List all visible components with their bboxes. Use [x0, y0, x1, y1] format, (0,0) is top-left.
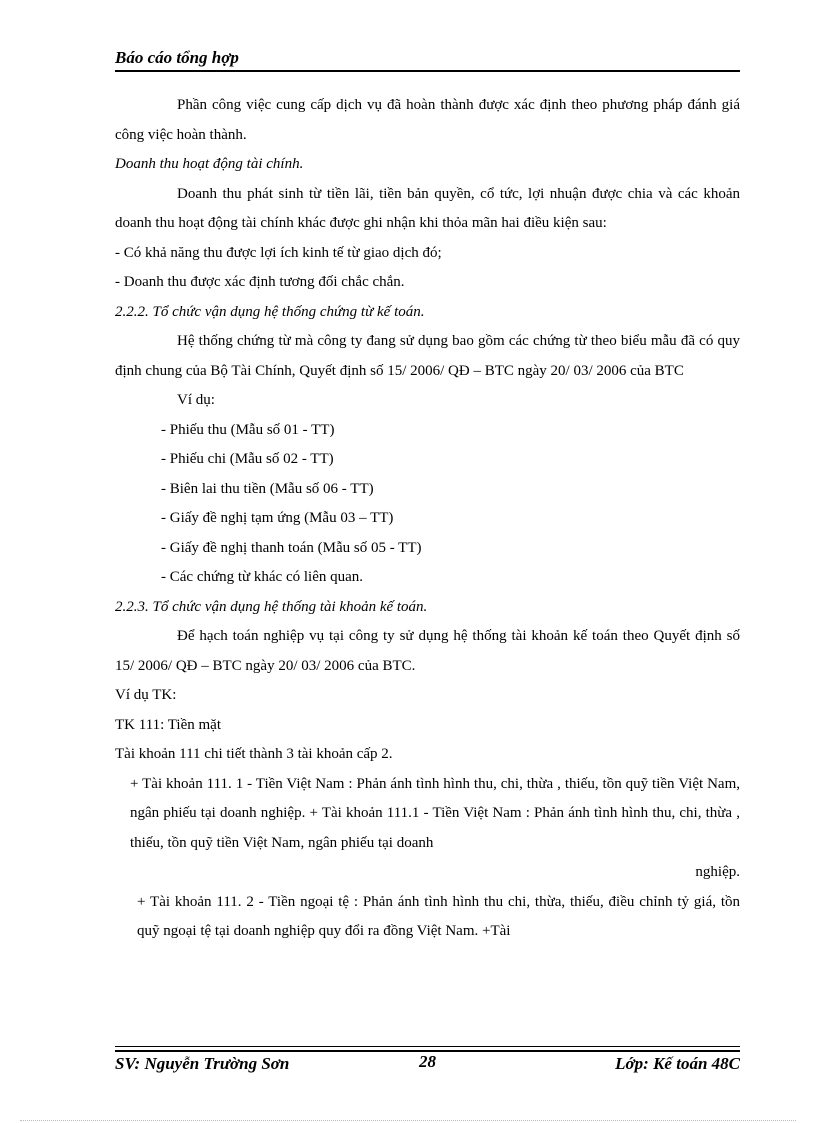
example-account-label: Ví dụ TK:	[115, 687, 177, 703]
student-name: SV: Nguyễn Trường Sơn	[115, 1054, 290, 1073]
footer-divider	[115, 1046, 740, 1047]
list-item: - Giấy đề nghị thanh toán (Mẫu số 05 - TT)	[161, 539, 422, 556]
page-edge-divider	[20, 1120, 796, 1121]
list-item: - Phiếu thu (Mẫu số 01 - TT)	[161, 421, 335, 438]
account-111-detail: Tài khoản 111 chi tiết thành 3 tài khoản cấp 2.	[115, 746, 393, 762]
section-heading-2-2-2: 2.2.2. Tổ chức vận dụng hệ thống chứng từ kế toán.	[115, 303, 425, 320]
list-item: - Giấy đề nghị tạm ứng (Mẫu 03 – TT)	[161, 510, 394, 526]
document-body	[115, 91, 740, 947]
paragraph-3: Hệ thống chứng từ mà công ty đang sử dụng bao gồm các chứng từ theo biểu mẫu đã có quy định chung của Bộ Tài Chính, Quyết định số 15/ 2006/ QĐ – BTC ngày 20/ 03/ 2006 của BTC	[115, 333, 740, 379]
account-111: TK 111: Tiền mặt	[115, 716, 221, 733]
class-name: Lớp: Kế toán 48C	[615, 1054, 740, 1073]
subheading-financial-revenue: Doanh thu hoạt động tài chính.	[115, 156, 304, 172]
condition-2: - Doanh thu được xác định tương đối chắc chắn.	[115, 274, 405, 290]
page-header-title: Báo cáo tổng hợp	[115, 48, 740, 72]
section-heading-2-2-3: 2.2.3. Tổ chức vận dụng hệ thống tài khoản kế toán.	[115, 598, 428, 615]
account-111-1: + Tài khoản 111. 1 - Tiền Việt Nam : Phản ánh tình hình thu, chi, thừa , thiếu, tồn quỹ tiền Việt Nam, ngân phiếu tại doanh nghiệp. + Tài khoản 111.1 - Tiền Việt Nam : Phản ánh tình hình thu, chi, thừa , thiếu, tồn quỹ tiền Việt Nam, ngân phiếu tại doanh	[130, 775, 740, 851]
list-item: - Biên lai thu tiền (Mẫu số 06 - TT)	[161, 480, 374, 497]
list-item: - Phiếu chi (Mẫu số 02 - TT)	[161, 451, 334, 467]
account-111-1-end: nghiệp.	[695, 864, 740, 880]
example-label: Ví dụ:	[177, 392, 215, 408]
account-111-2: + Tài khoản 111. 2 - Tiền ngoại tệ : Phản ánh tình hình thu chi, thừa, thiếu, điều chỉnh tỷ giá, tồn quỹ ngoại tệ tại doanh nghiệp quy đổi ra đồng Việt Nam. +Tài	[137, 893, 740, 939]
paragraph-2: Doanh thu phát sinh từ tiền lãi, tiền bản quyền, cổ tức, lợi nhuận được chia và các khoản doanh thu hoạt động tài chính khác được ghi nhận khi thỏa mãn hai điều kiện sau:	[115, 185, 740, 231]
paragraph-4: Để hạch toán nghiệp vụ tại công ty sử dụng hệ thống tài khoản kế toán theo Quyết định số 15/ 2006/ QĐ – BTC ngày 20/ 03/ 2006 của BTC.	[115, 628, 740, 674]
page-number: 28	[419, 1052, 436, 1071]
list-item: - Các chứng từ khác có liên quan.	[161, 569, 364, 585]
condition-1: - Có khả năng thu được lợi ích kinh tế từ giao dịch đó;	[115, 244, 442, 261]
paragraph-1: Phần công việc cung cấp dịch vụ đã hoàn thành được xác định theo phương pháp đánh giá công việc hoàn thành.	[115, 97, 740, 143]
